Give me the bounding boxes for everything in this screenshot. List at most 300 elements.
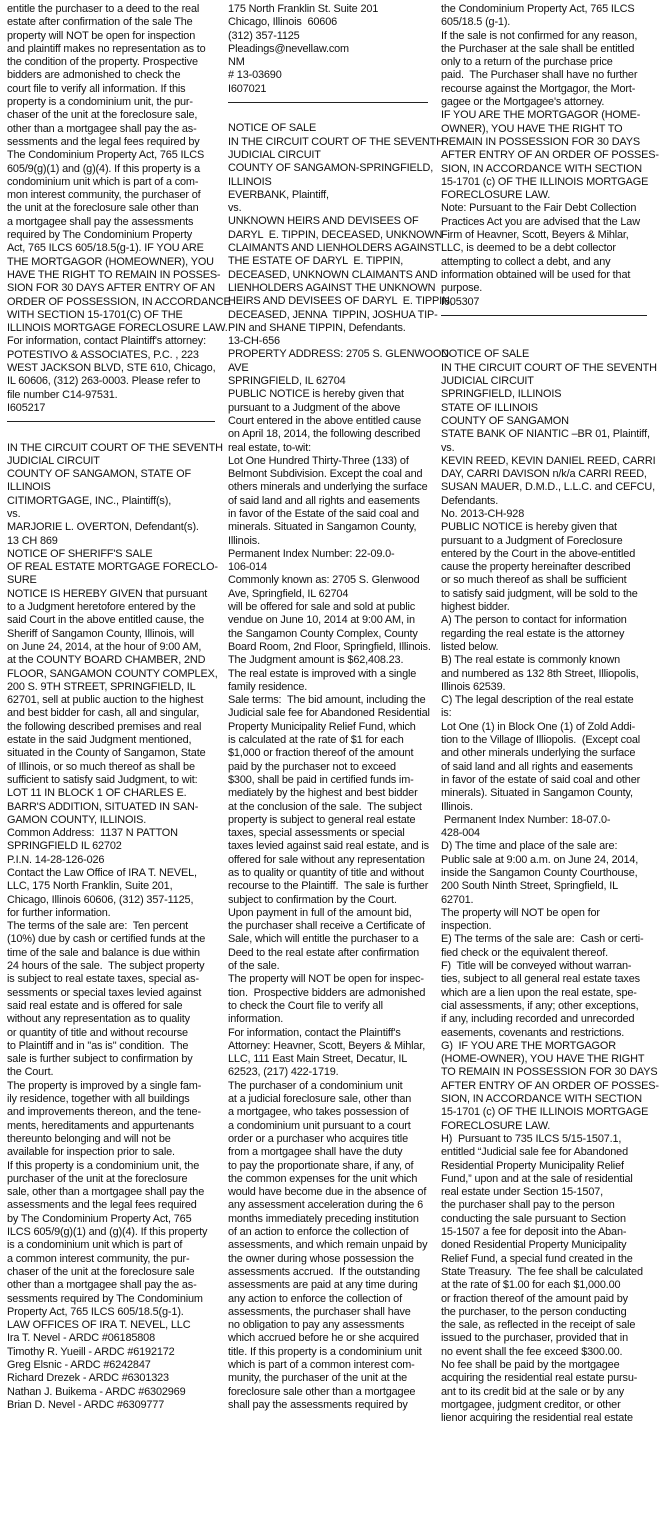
- notice-text-line: IF YOU ARE THE MORTGAGOR (HOME-: [441, 109, 641, 122]
- notice-text-line: A) The person to contact for information: [441, 614, 627, 627]
- notice-text-line: 15-1507 a fee for deposit into the Aban-: [441, 1226, 627, 1239]
- notice-text-line: and improvements thereon, and the tene-: [7, 1106, 201, 1119]
- notice-text-line: issued to the purchaser, provided that in: [441, 1332, 628, 1345]
- notice-text-line: which accrued before he or she acquired: [228, 1332, 419, 1345]
- column-3: [441, 3, 659, 1527]
- notice-text-line: The Judgment amount is $62,408.23.: [228, 654, 404, 667]
- notice-text-line: ments, hereditaments and appurtenants: [7, 1119, 194, 1132]
- notice-text-line: The property will NOT be open for: [441, 906, 600, 919]
- notice-text-line: Timothy R. Yueill - ARDC #6192172: [7, 1345, 175, 1358]
- legal-notice: [228, 109, 453, 1412]
- notice-text-line: vendue on June 10, 2014 at 9:00 AM, in: [228, 614, 415, 627]
- notice-text-line: of an action to enforce the collection of: [228, 1226, 409, 1239]
- notice-text-line: The property will NOT be open for inspec-: [228, 973, 424, 986]
- notice-text-line: D) The time and place of the sale are:: [441, 840, 618, 853]
- notice-text-line: subject to confirmation by the Court.: [228, 893, 397, 906]
- legal-notice: [7, 428, 223, 1412]
- notice-text-line: and numbered as 132 8th Street, Illiopolis,: [441, 667, 639, 680]
- notice-text-line: offered for sale without any representation: [228, 853, 425, 866]
- notice-text-line: CLAIMANTS AND LIENHOLDERS AGAINST: [228, 242, 441, 255]
- notice-text-line: SPRINGFIELD IL 62702: [7, 840, 122, 853]
- notice-text-line: For information, contact Plaintiff's attorney:: [7, 335, 206, 348]
- notice-text-line: Board Room, 2nd Floor, Springfield, Illinois.: [228, 640, 431, 653]
- notice-text-line: tion to the Village of Illiopolis. (Except coal: [441, 734, 641, 747]
- notice-text-line: COUNTY OF SANGAMON: [441, 414, 569, 427]
- blank-line: [228, 109, 428, 122]
- notice-text-line: property is a condominium unit, the pur-: [7, 96, 193, 109]
- notice-text-line: JUDICIAL CIRCUIT: [441, 375, 534, 388]
- notice-text-line: No. 2013-CH-928: [441, 507, 525, 520]
- notice-text-line: DAY, CARRI DAVISON n/k/a CARRI REED,: [441, 468, 647, 481]
- notice-text-line: highest bidder.: [441, 601, 510, 614]
- notice-text-line: minerals. Situated in Sangamon County,: [228, 521, 417, 534]
- notice-text-line: (HOME-OWNER), YOU HAVE THE RIGHT: [441, 1053, 645, 1066]
- notice-text-line: foreclosure sale other than a mortgagee: [228, 1385, 416, 1398]
- notice-text-line: 15-1701 (c) OF THE ILLINOIS MORTGAGE: [441, 1106, 649, 1119]
- blank-line: [441, 335, 647, 348]
- notice-text-line: For information, contact the Plaintiff's: [228, 1026, 401, 1039]
- notice-text-line: Greg Elsnic - ARDC #6242847: [7, 1358, 151, 1371]
- notice-text-line: sufficient to satisfy said Judgment, to wit:: [7, 773, 198, 786]
- notice-text-line: is calculated at the rate of $1 for each: [228, 734, 404, 747]
- notice-text-line: Public sale at 9:00 a.m. on June 24, 2014,: [441, 853, 639, 866]
- notice-text-line: assessments, the purchaser shall have: [228, 1305, 411, 1318]
- notice-text-line: B) The real estate is commonly known: [441, 654, 621, 667]
- notice-text-line: JUDICIAL CIRCUIT: [7, 454, 100, 467]
- notice-text-line: title. If this property is a condominium unit: [228, 1345, 422, 1358]
- notice-text-line: any assessment acceleration during the 6: [228, 1199, 423, 1212]
- notice-text-line: The terms of the sale are: Ten percent: [7, 920, 189, 933]
- notice-text-line: the common expenses for the unit which: [228, 1172, 418, 1185]
- notice-text-line: property will NOT be open for inspection: [7, 29, 196, 42]
- notice-text-line: in favor of the estate of said coal and other: [441, 773, 641, 786]
- notice-text-line: Illinois.: [228, 534, 260, 547]
- notice-text-line: Deed to the real estate after confirmation: [228, 946, 420, 959]
- notice-text-line: 62523, (217) 422-1719.: [228, 1066, 339, 1079]
- notice-text-line: assessments accrued. If the outstanding: [228, 1265, 420, 1278]
- notice-text-line: 200 S. 9TH STREET, SPRINGFIELD, IL: [7, 680, 196, 693]
- notice-text-line: munity, the purchaser of the unit at the: [228, 1372, 408, 1385]
- notice-text-line: LLC, 111 East Main Street, Decatur, IL: [228, 1053, 408, 1066]
- notice-text-line: to satisfy said judgment, will be sold to the: [441, 587, 638, 600]
- notice-text-line: is:: [441, 707, 452, 720]
- notice-text-line: chaser of the unit at the foreclosure sale,: [7, 109, 198, 122]
- notice-text-line: the Condominium Property Act, 765 ILCS: [441, 3, 635, 15]
- notice-text-line: If the sale is not confirmed for any reason,: [441, 29, 638, 42]
- notice-text-line: for further information.: [7, 906, 111, 919]
- notice-text-line: LLC, 175 North Franklin, Suite 201,: [7, 880, 173, 893]
- notice-text-line: P.I.N. 14-28-126-026: [7, 853, 105, 866]
- notice-text-line: to check the Court file to verify all: [228, 999, 383, 1012]
- notice-text-line: NOTICE OF SALE: [228, 122, 317, 135]
- notice-text-line: at a judicial foreclosure sale, other than: [228, 1093, 412, 1106]
- notice-text-line: ILLINOIS MORTGAGE FORECLOSURE LAW.: [7, 322, 228, 335]
- notice-divider: [7, 421, 215, 422]
- notice-text-line: C) The legal description of the real estate: [441, 694, 634, 707]
- notice-text-line: no event shall the fee exceed $300.00.: [441, 1345, 623, 1358]
- notice-text-line: entitled “Judicial sale fee for Abandoned: [441, 1146, 628, 1159]
- notice-text-line: Illinois 62539.: [441, 680, 506, 693]
- notice-text-line: mon interest community, the purchaser of: [7, 189, 201, 202]
- notice-text-line: time of the sale and balance is due within: [7, 946, 200, 959]
- notice-text-line: easements, covenants and restrictions.: [441, 1026, 625, 1039]
- notice-text-line: I605217: [7, 401, 46, 414]
- notice-text-line: paid. The Purchaser shall have no further: [441, 69, 638, 82]
- notice-text-line: on June 24, 2014, at the hour of 9:00 AM,: [7, 640, 202, 653]
- notice-text-line: E) The terms of the sale are: Cash or certi-: [441, 933, 644, 946]
- notice-text-line: thereunto belonging and will not be: [7, 1132, 171, 1145]
- notice-text-line: taxes levied against said real estate, and is: [228, 840, 429, 853]
- notice-text-line: the following described premises and real: [7, 720, 202, 733]
- notice-text-line: purpose.: [441, 282, 483, 295]
- notice-text-line: Attorney: Heavner, Scott, Beyers & Mihlar,: [228, 1039, 426, 1052]
- notice-text-line: Sale, which will entitle the purchaser to a: [228, 933, 419, 946]
- notice-text-line: I605307: [441, 295, 480, 308]
- notice-text-line: Residential Property Municipality Relief: [441, 1159, 624, 1172]
- notice-text-line: BARR'S ADDITION, SITUATED IN SAN-: [7, 800, 199, 813]
- notice-text-line: WITH SECTION 15-1701(C) OF THE: [7, 308, 183, 321]
- notice-text-line: other than a mortgagee shall pay the as-: [7, 1279, 197, 1292]
- notice-text-line: information.: [228, 1013, 284, 1026]
- notice-text-line: would have become due in the absence of: [228, 1186, 427, 1199]
- notice-text-line: ILCS 605/9(g)(1) and (g)(4). If this property: [7, 1226, 208, 1239]
- notice-text-line: and best bidder for cash, all and singular,: [7, 707, 200, 720]
- notice-text-line: Belmont Subdivision. Except the coal and: [228, 468, 423, 481]
- notice-text-line: 175 North Franklin St. Suite 201: [228, 3, 379, 15]
- notice-text-line: family residence.: [228, 680, 308, 693]
- notice-text-line: pursuant to a Judgment of Foreclosure: [441, 534, 623, 547]
- notice-text-line: STATE BANK OF NIANTIC –BR 01, Plaintiff,: [441, 428, 650, 441]
- notice-text-line: ILLINOIS: [7, 481, 51, 494]
- notice-text-line: AFTER ENTRY OF AN ORDER OF POSSES-: [441, 1079, 659, 1092]
- notice-text-line: THE MORTGAGOR (HOMEOWNER), YOU: [7, 255, 214, 268]
- notice-text-line: listed below.: [441, 640, 499, 653]
- notice-text-line: LIENHOLDERS AGAINST THE UNKNOWN: [228, 281, 436, 294]
- notice-text-line: of the sale.: [228, 960, 280, 973]
- notice-text-line: the purchaser shall receive a Certificate of: [228, 920, 425, 933]
- notice-text-line: PUBLIC NOTICE is hereby given that: [441, 521, 617, 534]
- notice-text-line: estate in the said Judgment mentioned,: [7, 734, 192, 747]
- notice-text-line: $1,000 or fraction thereof of the amount: [228, 747, 414, 760]
- notice-text-line: the sale, as reflected in the receipt of sale: [441, 1319, 636, 1332]
- notice-text-line: at the rate of $1.00 for each $1,000.00: [441, 1279, 621, 1292]
- notice-text-line: Practices Act you are advised that the Law: [441, 215, 640, 228]
- notice-text-line: at the conclusion of the sale. The subject: [228, 800, 422, 813]
- notice-text-line: to a Judgment heretofore entered by the: [7, 601, 196, 614]
- notice-text-line: recourse against the Mortgagor, the Mort-: [441, 82, 636, 95]
- notice-text-line: recourse to the Plaintiff. The sale is further: [228, 880, 429, 893]
- notice-text-line: IN THE CIRCUIT COURT OF THE SEVENTH: [7, 441, 223, 454]
- blank-line: [441, 322, 647, 335]
- notice-text-line: Richard Drezek - ARDC #6301323: [7, 1372, 169, 1385]
- notice-text-line: IN THE CIRCUIT COURT OF THE SEVENTH: [441, 361, 657, 374]
- notice-text-line: Nathan J. Buikema - ARDC #6302969: [7, 1385, 186, 1398]
- notice-text-line: The property is improved by a single fam-: [7, 1079, 202, 1092]
- notice-text-line: 15-1701 (c) OF THE ILLINOIS MORTGAGE: [441, 175, 649, 188]
- notice-text-line: sale, other than a mortgagee shall pay the: [7, 1186, 205, 1199]
- notice-text-line: if any, including recorded and unrecorded: [441, 1013, 635, 1026]
- notice-text-line: or so much thereof as shall be sufficient: [441, 574, 627, 587]
- notice-text-line: FORECLOSURE LAW.: [441, 1119, 551, 1132]
- notice-text-line: minerals). Situated in Sangamon County,: [441, 787, 633, 800]
- notice-text-line: cause the property hereinafter described: [441, 561, 631, 574]
- legal-notice: [7, 3, 231, 415]
- notice-text-line: STATE OF ILLINOIS: [441, 401, 538, 414]
- notice-text-line: attempting to collect a debt, and any: [441, 255, 611, 268]
- notice-divider: [441, 315, 647, 316]
- notice-text-line: JUDICIAL CIRCUIT: [228, 148, 321, 161]
- notice-text-line: property is subject to general real estate: [228, 813, 416, 826]
- notice-text-line: vs.: [7, 507, 21, 520]
- notice-text-line: to pay the proportionate share, if any, of: [228, 1159, 414, 1172]
- notice-text-line: POTESTIVO & ASSOCIATES, P.C. , 223: [7, 348, 199, 361]
- notice-text-line: The Condominium Property Act, 765 ILCS: [7, 149, 205, 162]
- blank-line: [7, 428, 215, 441]
- notice-text-line: assessments, and which remain unpaid by: [228, 1239, 428, 1252]
- notice-text-line: said Court in the above entitled cause, the: [7, 614, 204, 627]
- notice-text-line: or quantity of title and without recourse: [7, 1026, 188, 1039]
- notice-text-line: OF REAL ESTATE MORTGAGE FORECLO-: [7, 561, 218, 574]
- notice-text-line: to Plaintiff and in "as is" condition. The: [7, 1039, 189, 1052]
- notice-text-line: NOTICE IS HEREBY GIVEN that pursuant: [7, 587, 208, 600]
- notice-text-line: 605/18.5 (g-1).: [441, 16, 511, 29]
- notice-text-line: Upon payment in full of the amount bid,: [228, 906, 412, 919]
- notice-text-line: mortgagee, judgment creditor, or other: [441, 1398, 621, 1411]
- notice-text-line: LAW OFFICES OF IRA T. NEVEL, LLC: [7, 1319, 191, 1332]
- notice-text-line: Lot One Hundred Thirty-Three (133) of: [228, 454, 409, 467]
- notice-text-line: months immediately preceding institution: [228, 1212, 419, 1225]
- notice-text-line: the owner during whose possession the: [228, 1252, 414, 1265]
- notice-text-line: the purchaser, to the person conducting: [441, 1305, 627, 1318]
- notice-text-line: Commonly known as: 2705 S. Glenwood: [228, 574, 420, 587]
- notice-text-line: condominium unit which is part of a com-: [7, 175, 199, 188]
- notice-text-line: paid by the purchaser not to exceed: [228, 760, 396, 773]
- notice-text-line: CITIMORTGAGE, INC., Plaintiff(s),: [7, 494, 172, 507]
- notice-text-line: Permanent Index Number: 18-07.0-: [441, 813, 611, 826]
- notice-text-line: the Sangamon County Complex, County: [228, 627, 418, 640]
- notice-text-line: assessments and the legal fees required: [7, 1199, 197, 1212]
- notice-text-line: PROPERTY ADDRESS: 2705 S. GLENWOOD: [228, 348, 449, 361]
- notice-text-line: SPRINGFIELD, ILLINOIS: [441, 388, 562, 401]
- notice-text-line: The purchaser of a condominium unit: [228, 1079, 403, 1092]
- notice-text-line: Relief Fund, a special fund created in the: [441, 1252, 633, 1265]
- notice-text-line: cial assessments, if any; other exceptions,: [441, 999, 639, 1012]
- column-1: [7, 3, 231, 1527]
- notice-text-line: 428-004: [441, 827, 480, 840]
- notice-text-line: sale is further subject to confirmation by: [7, 1053, 193, 1066]
- notice-text-line: HEIRS AND DEVISEES OF DARYL E. TIPPIN,: [228, 295, 453, 308]
- notice-text-line: ties, subject to all general real estate taxes: [441, 973, 640, 986]
- notice-text-line: ily residence, together with all buildings: [7, 1093, 190, 1106]
- notice-text-line: Pleadings@nevellaw.com: [228, 42, 349, 55]
- notice-text-line: doned Residential Property Municipality: [441, 1239, 627, 1252]
- notice-text-line: (312) 357-1125: [228, 29, 300, 42]
- notice-text-line: pursuant to a Judgment of the above: [228, 401, 401, 414]
- notice-text-line: 62701, sell at public auction to the highest: [7, 694, 204, 707]
- notice-text-line: Brian D. Nevel - ARDC #6309777: [7, 1398, 165, 1411]
- notice-text-line: vs.: [228, 202, 242, 215]
- notice-text-line: IN THE CIRCUIT COURT OF THE SEVENTH: [228, 135, 444, 148]
- notice-text-line: DARYL E. TIPPIN, DECEASED, UNKNOWN: [228, 228, 443, 241]
- notice-text-line: ORDER OF POSSESSION, IN ACCORDANCE: [7, 295, 231, 308]
- notice-text-line: I607021: [228, 82, 267, 95]
- notice-text-line: from a mortgagee shall have the duty: [228, 1146, 403, 1159]
- notice-text-line: TO REMAIN IN POSSESSION FOR 30 DAYS: [441, 1066, 658, 1079]
- notice-text-line: or fraction thereof of the amount paid by: [441, 1292, 628, 1305]
- notice-text-line: vs.: [441, 441, 455, 454]
- notice-text-line: Act, 765 ILCS 605/18.5(g-1). IF YOU ARE: [7, 242, 204, 255]
- notice-text-line: FLOOR, SANGAMON COUNTY COMPLEX,: [7, 667, 218, 680]
- notice-text-line: H) Pursuant to 735 ILCS 5/15-1507.1,: [441, 1132, 622, 1145]
- notice-text-line: ILLINOIS: [228, 175, 272, 188]
- notice-text-line: Chicago, Illinois 60606: [228, 16, 338, 29]
- notice-text-line: which are a lien upon the real estate, spe-: [441, 986, 637, 999]
- notice-text-line: which is part of a common interest com-: [228, 1358, 415, 1371]
- notice-text-line: If this property is a condominium unit, the: [7, 1159, 200, 1172]
- notice-text-line: AVE: [228, 361, 249, 374]
- notice-text-line: EVERBANK, Plaintiff,: [228, 188, 329, 201]
- notice-text-line: will be offered for sale and sold at public: [228, 601, 416, 614]
- notice-text-line: PUBLIC NOTICE is hereby given that: [228, 388, 404, 401]
- notice-text-line: as to quality or quantity of title and without: [228, 867, 424, 879]
- column-2: [228, 3, 453, 1527]
- legal-notice: [441, 3, 659, 309]
- notice-text-line: F) Title will be conveyed without warran-: [441, 960, 632, 973]
- notice-text-line: file number C14-97531.: [7, 388, 118, 401]
- notice-text-line: a condominium unit pursuant to a court: [228, 1119, 411, 1132]
- notice-text-line: no obligation to pay any assessments: [228, 1319, 405, 1332]
- notice-text-line: inspection.: [441, 920, 492, 933]
- notice-text-line: Court entered in the above entitled cause: [228, 414, 422, 427]
- notice-text-line: estate after confirmation of the sale The: [7, 16, 193, 29]
- notice-text-line: is a condominium unit which is part of: [7, 1239, 183, 1252]
- notice-text-line: State Treasury. The fee shall be calculated: [441, 1265, 643, 1278]
- notice-text-line: Contact the Law Office of IRA T. NEVEL,: [7, 867, 197, 879]
- notice-text-line: real estate under Section 15-1507,: [441, 1186, 604, 1199]
- notice-text-line: sessments and the legal fees required by: [7, 135, 200, 148]
- notice-text-line: available for inspection prior to sale.: [7, 1146, 175, 1159]
- notice-text-line: IL 60606, (312) 263-0003. Please refer to: [7, 375, 201, 388]
- notice-text-line: the condition of the property. Prospective: [7, 56, 198, 69]
- notice-text-line: others minerals and underlying the surface: [228, 481, 428, 494]
- notice-text-line: KEVIN REED, KEVIN DANIEL REED, CARRI: [441, 454, 656, 467]
- notice-text-line: COUNTY OF SANGAMON, STATE OF: [7, 468, 191, 481]
- notice-text-line: by The Condominium Property Act, 765: [7, 1212, 192, 1225]
- notice-text-line: GAMON COUNTY, ILLINOIS.: [7, 813, 147, 826]
- notice-text-line: the Purchaser at the sale shall be entitled: [441, 42, 635, 55]
- notice-text-line: entitle the purchaser to a deed to the real: [7, 3, 200, 15]
- notice-text-line: G) IF YOU ARE THE MORTGAGOR: [441, 1039, 616, 1052]
- notice-text-line: Firm of Heavner, Scott, Beyers & Mihlar,: [441, 229, 629, 242]
- notice-text-line: SUSAN MAUER, D.M.D., L.L.C. and CEFCU,: [441, 481, 655, 494]
- notice-text-line: Chicago, Illinois 60606, (312) 357-1125,: [7, 893, 194, 906]
- notice-text-line: WEST JACKSON BLVD, STE 610, Chicago,: [7, 362, 216, 375]
- notice-text-line: a mortgagee shall pay the assessments: [7, 215, 194, 228]
- notice-text-line: is subject to real estate taxes, special as-: [7, 973, 199, 986]
- notice-text-line: 13 CH 869: [7, 534, 58, 547]
- notice-text-line: other than a mortgagee shall pay the as-: [7, 122, 197, 135]
- notice-text-line: conducting the sale pursuant to Section: [441, 1212, 626, 1225]
- notice-text-line: NOTICE OF SALE: [441, 348, 530, 361]
- notice-text-line: Illinois.: [441, 800, 473, 813]
- notice-text-line: Defendants.: [441, 494, 499, 507]
- notice-text-line: Note: Pursuant to the Fair Debt Collection: [441, 202, 637, 215]
- notice-text-line: without any representation as to quality: [7, 1013, 190, 1026]
- notice-text-line: and other minerals underlying the surface: [441, 747, 636, 760]
- notice-text-line: Property Municipality Relief Fund, which: [228, 720, 416, 733]
- notice-text-line: fied check or the equivalent thereof.: [441, 946, 608, 959]
- notice-text-line: HAVE THE RIGHT TO REMAIN IN POSSES-: [7, 268, 221, 281]
- notice-text-line: REMAIN IN POSSESSION FOR 30 DAYS: [441, 135, 640, 148]
- notice-text-line: gagee or the Mortgagee's attorney.: [441, 96, 605, 109]
- notice-text-line: Lot One (1) in Block One (1) of Zold Addi-: [441, 720, 636, 733]
- notice-text-line: No fee shall be paid by the mortgagee: [441, 1358, 620, 1371]
- notice-text-line: bidders are admonished to check the: [7, 69, 181, 82]
- notice-text-line: (10%) due by cash or certified funds at the: [7, 933, 206, 946]
- notice-text-line: shall pay the assessments required by: [228, 1398, 408, 1411]
- notice-text-line: and plaintiff makes no representation as to: [7, 42, 206, 55]
- notice-text-line: a mortgagee, who takes possession of: [228, 1106, 409, 1119]
- notice-text-line: SPRINGFIELD, IL 62704: [228, 375, 346, 388]
- notice-text-line: situated in the County of Sangamon, State: [7, 747, 206, 760]
- notice-text-line: The real estate is improved with a single: [228, 667, 417, 680]
- notice-text-line: acquiring the residential real estate pursu-: [441, 1372, 638, 1385]
- notice-text-line: sessments required by The Condominium: [7, 1292, 203, 1305]
- notice-text-line: 106-014: [228, 561, 267, 574]
- notice-text-line: 24 hours of the sale. The subject property: [7, 960, 205, 973]
- notice-text-line: THE ESTATE OF DARYL E. TIPPIN,: [228, 255, 404, 268]
- notice-text-line: taxes, special assessments or special: [228, 827, 405, 840]
- notice-text-line: SION FOR 30 DAYS AFTER ENTRY OF AN: [7, 282, 215, 295]
- notice-text-line: Property Act, 765 ILCS 605/18.5(g-1).: [7, 1305, 184, 1318]
- notice-text-line: of Illinois, or so much thereof as shall be: [7, 760, 195, 773]
- notice-text-line: Sheriff of Sangamon County, Illinois, will: [7, 627, 195, 640]
- notice-text-line: order or a purchaser who acquires title: [228, 1132, 408, 1145]
- notice-text-line: on April 18, 2014, the following described: [228, 428, 421, 441]
- notice-text-line: DECEASED, JENNA TIPPIN, JOSHUA TIP-: [228, 308, 438, 321]
- notice-text-line: real estate, to-wit:: [228, 441, 311, 454]
- notice-text-line: assessments are paid at any time during: [228, 1279, 418, 1292]
- notice-text-line: Common Address: 1137 N PATTON: [7, 827, 178, 840]
- notice-text-line: MARJORIE L. OVERTON, Defendant(s).: [7, 521, 199, 534]
- legal-notice: [441, 322, 659, 1426]
- notice-text-line: LLC, is deemed to be a debt collector: [441, 242, 616, 255]
- notice-text-line: lienor acquiring the residential real estate: [441, 1412, 633, 1425]
- notice-text-line: SION, IN ACCORDANCE WITH SECTION: [441, 162, 642, 175]
- notice-text-line: PIN and SHANE TIPPIN, Defendants.: [228, 321, 406, 334]
- notice-text-line: OWNER), YOU HAVE THE RIGHT TO: [441, 122, 623, 135]
- notice-text-line: mediately by the highest and best bidder: [228, 787, 418, 800]
- notice-text-line: SURE: [7, 574, 37, 587]
- notice-text-line: purchaser of the unit at the foreclosure: [7, 1172, 188, 1185]
- notice-text-line: Judicial sale fee for Abandoned Residential: [228, 707, 430, 720]
- notice-text-line: tion. Prospective bidders are admonished: [228, 986, 426, 999]
- notice-text-line: Ave, Springfield, IL 62704: [228, 587, 349, 600]
- notice-text-line: information obtained will be used for that: [441, 268, 631, 281]
- notice-text-line: NOTICE OF SHERIFF'S SALE: [7, 547, 153, 560]
- notice-text-line: DECEASED, UNKNOWN CLAIMANTS AND: [228, 268, 438, 281]
- notice-text-line: SION, IN ACCORDANCE WITH SECTION: [441, 1093, 642, 1106]
- notice-text-line: the Court.: [7, 1066, 54, 1079]
- notice-text-line: said real estate and is offered for sale: [7, 999, 183, 1012]
- notice-text-line: in favor of the Estate of the said coal and: [228, 507, 419, 520]
- notice-text-line: $300, shall be paid in certified funds im-: [228, 773, 414, 786]
- notice-text-line: 605/9(g)(1) and (g)(4). If this property is a: [7, 162, 200, 175]
- notice-text-line: Permanent Index Number: 22-09.0-: [228, 547, 395, 560]
- notice-text-line: of said land and all rights and easements: [441, 760, 633, 773]
- notice-text-line: Ira T. Nevel - ARDC #06185808: [7, 1332, 156, 1345]
- notice-text-line: AFTER ENTRY OF AN ORDER OF POSSES-: [441, 149, 659, 162]
